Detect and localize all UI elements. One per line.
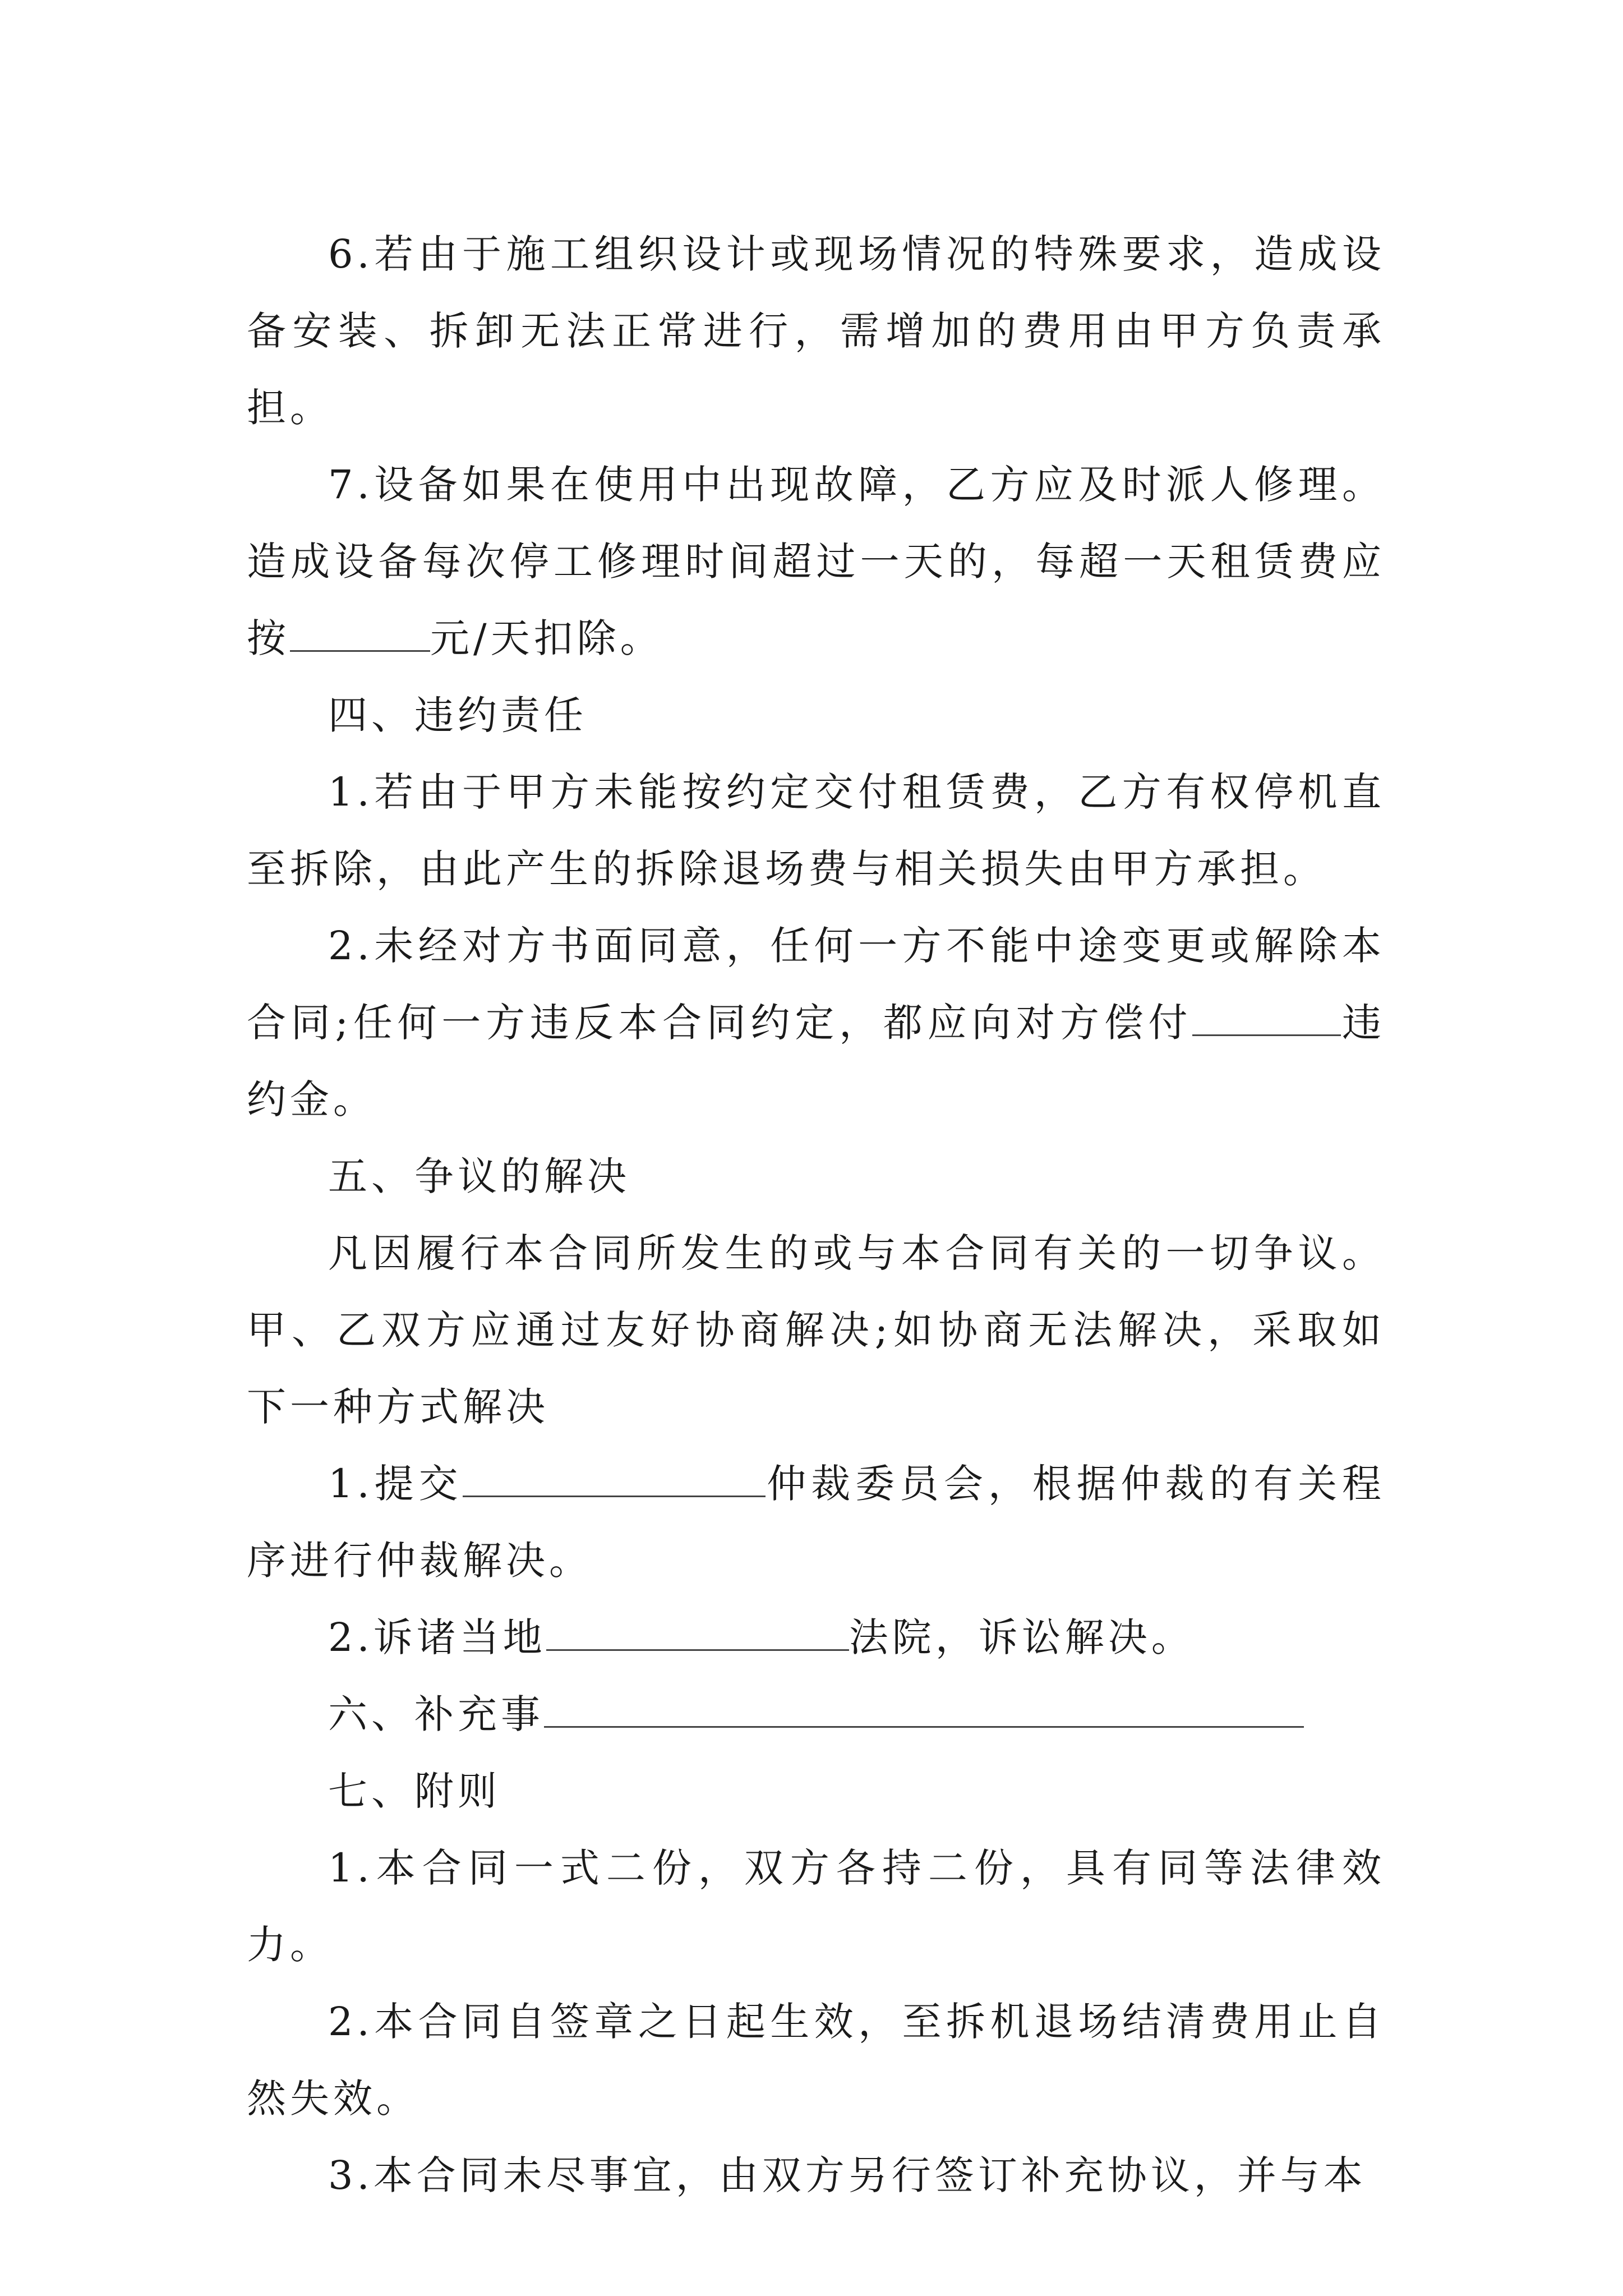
clause-text-tail: 仲裁委员会，根据仲裁的有关程序进行仲裁解决。 bbox=[247, 1461, 1386, 1584]
clause-text: 凡因履行本合同所发生的或与本合同有关的一切争议。甲、乙双方应通过友好协商解决;如协商无法解决，采取如下一种方式解决 bbox=[247, 1230, 1385, 1430]
heading-text: 五、争议的解决 bbox=[328, 1153, 630, 1199]
clause-7-2 bbox=[247, 1984, 1385, 2137]
clause-text-tail: 违约金。 bbox=[247, 1000, 1385, 1122]
clause-7-1 bbox=[247, 1830, 1385, 1984]
clause-5-intro bbox=[247, 1215, 1385, 1446]
section-heading-6 bbox=[247, 1676, 1385, 1753]
fill-blank-deduction-rate bbox=[290, 616, 430, 652]
clause-text-tail: 法院，诉讼解决。 bbox=[849, 1614, 1195, 1660]
heading-text: 六、补充事 bbox=[328, 1691, 544, 1737]
clause-3-6 bbox=[247, 216, 1385, 447]
clause-4-2 bbox=[247, 908, 1385, 1138]
clause-text: 6.若由于施工组织设计或现场情况的特殊要求，造成设备安装、拆卸无法正常进行，需增加的费用由甲方负责承担。 bbox=[247, 231, 1385, 431]
clause-text: 1.若由于甲方未能按约定交付租赁费，乙方有权停机直至拆除，由此产生的拆除退场费与相关损失由甲方承担。 bbox=[247, 769, 1385, 892]
clause-5-2 bbox=[247, 1599, 1385, 1676]
heading-text: 四、违约责任 bbox=[328, 692, 587, 738]
section-heading-5 bbox=[247, 1138, 1385, 1215]
clause-text: 2.诉诸当地 bbox=[328, 1614, 546, 1660]
fill-blank-penalty bbox=[1192, 1001, 1341, 1036]
clause-7-3 bbox=[247, 2137, 1385, 2214]
fill-blank-local-court bbox=[546, 1616, 849, 1651]
heading-text: 七、附则 bbox=[328, 1768, 501, 1814]
fill-blank-arbitration-commission bbox=[463, 1462, 766, 1497]
clause-text: 2.本合同自签章之日起生效，至拆机退场结清费用止自然失效。 bbox=[247, 1999, 1385, 2122]
fill-blank-supplementary-matters bbox=[544, 1692, 1304, 1728]
section-heading-4 bbox=[247, 677, 1385, 754]
clause-text-tail: 元/天扣除。 bbox=[430, 615, 663, 661]
document-body bbox=[247, 216, 1385, 2214]
clause-5-1 bbox=[247, 1446, 1385, 1599]
clause-text: 1.本合同一式二份，双方各持二份，具有同等法律效力。 bbox=[247, 1845, 1385, 1968]
clause-text: 1.提交 bbox=[328, 1461, 463, 1507]
clause-3-7 bbox=[247, 447, 1385, 677]
clause-text: 7.设备如果在使用中出现故障，乙方应及时派人修理。造成设备每次停工修理时间超过一天的，每超一天租赁费应按 bbox=[247, 462, 1385, 661]
clause-text: 2.未经对方书面同意，任何一方不能中途变更或解除本合同;任何一方违反本合同约定，都应向对方偿付 bbox=[247, 923, 1385, 1046]
section-heading-7 bbox=[247, 1753, 1385, 1830]
clause-text: 3.本合同未尽事宜，由双方另行签订补充协议，并与本 bbox=[328, 2152, 1367, 2198]
clause-4-1 bbox=[247, 754, 1385, 908]
